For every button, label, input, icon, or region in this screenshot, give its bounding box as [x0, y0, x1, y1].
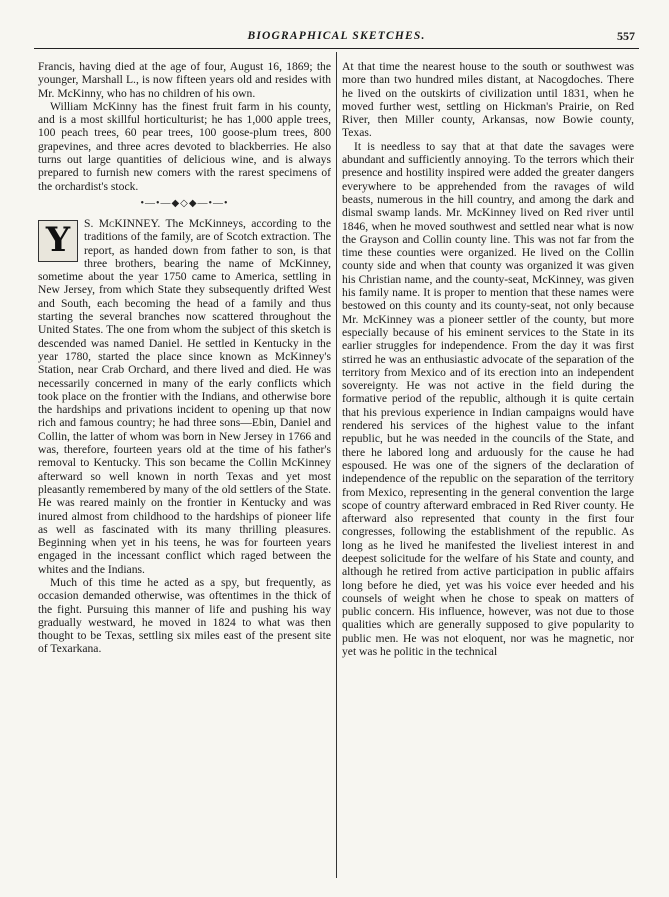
column-divider: [336, 52, 337, 878]
left-column: [38, 60, 331, 880]
left-paragraph-2: William McKinny has the finest fruit farm in his county, and is a most skillful horticulturist; he has 1,000 apple trees, 100 peach trees, 60 pear trees, 100 goose-plum trees, 800 grapevines, and three acres devoted to blackberries. He also turns out large quantities of delicious wine, and is always prepared to furnish new comers with the rarest specimens of the orchardist's stock.: [38, 99, 331, 193]
dropcap: [38, 220, 78, 262]
page-number: 557: [617, 29, 635, 43]
right-paragraph-2: It is needless to say that at that date the savages were abundant and sufficiently annoying. To the terrors which their presence and hostility inspired were added the greater dangers everywhere to be apprehended from the ravages of wild beasts, numerous in the hill country, and among the dark and dismal swamp lands. Mr. McKinney lived on Red river until 1846, when he moved southwest and settled near what is now the Grayson and Collin county line. This was not far from the time these counties were organized. He lived on the Collin county side and when that county was organized it was given his Christian name, and the county-seat, McKinney, was given his family name. It is proper to mention that these names were bestowed on this county and its county-seat, not only because Mr. McKinney was a pioneer settler of the county, but more especially because of his eminent services to the State in its earlier struggles for independence. From the day it was first stirred he was an enthusiastic advocate of the separation of the territory from Mexico and of its erection into an independent sovereignty. He was not active in the field during the formative period of the republic, although it is quite certain that his previous experience in Indian campaigns would have rendered his services of the highest value to the infant republic, but he was needed in the councils of the State, and there he labored long and arduously for the cause he had espoused. He was one of the signers of the declaration of independence of the republic on the separation of the territory from Mexico, representing in the general convention the large scope of country afterward embraced in Red River county. He afterward also represented that county in the first four congresses, following the establishment of the republic. As long as he lived he manifested the liveliest interest in and deepest solicitude for the welfare of his State and county, and although he retired from active participation in public affairs long before he died, yet was his voice ever heeded and his counsels of weight when he chose to speak on matters of public concern. His influence, however, was not due to those qualities which are generally supposed to give popularity to public men. He was not eloquent, nor was he magnetic, nor yet was he politic in the technical: [342, 139, 634, 659]
sketch-title: S. McKINNEY.: [84, 216, 161, 230]
left-paragraph-1: Francis, having died at the age of four, August 16, 1869; the younger, Marshall L., is now fifteen years old and resides with Mr. McKinny, who has no children of his own.: [38, 60, 331, 100]
ornamental-divider: •—•—◆◇◆—•—•: [140, 197, 229, 209]
right-paragraph-1: At that time the nearest house to the south or southwest was more than two hundred miles distant, at Nacogdoches. There he lived on the outskirts of civilization until 1831, when he moved further west, settling on Hickman's Prairie, on Red River, then Miller county, Arkansas, now Bowie county, Texas.: [342, 60, 634, 140]
running-head: BIOGRAPHICAL SKETCHES.: [247, 30, 426, 42]
left-paragraph-3: [38, 217, 331, 576]
left-paragraph-3-text: The McKinneys, according to the traditions of the family, are of Scotch extraction. The report, as handed down from father to son, is that three brothers, bearing the name of McKinney, sometime about the year 1750 came to America, settling in New Jersey, from which State they subsequently drifted West and South, each becoming the head of a family and thus starting the several branches now scattered throughout the United States. The one from whom the subject of this sketch is descended was named Daniel. He settled in Kentucky in the year 1780, started the place since known as McKinney's Station, near Crab Orchard, and there lived and died. He was necessarily concerned in many of the early conflicts which took place on the frontier with the Indians, and otherwise bore the hardships and privations incident to opening up that now rich and famous country; he had three sons—Ebin, Daniel and Collin, the latter of whom was born in New Jersey in 1766 and was, therefore, fourteen years old at the time of his father's removal to Kentucky. This son became the Collin McKinney afterward so well known in north Texas and yet most pleasantly remembered by many of the old settlers of the State. He was reared mainly on the frontier in Kentucky and was inured almost from childhood to the hardships of pioneer life as well as fascinated with its many thrilling pleasures. Beginning when yet in his teens, he was for fourteen years engaged in the incessant conflict which raged between the whites and the Indians.: [38, 216, 331, 576]
right-column: [342, 60, 634, 880]
page-header: [34, 28, 639, 49]
left-paragraph-4: Much of this time he acted as a spy, but frequently, as occasion demanded otherwise, was oftentimes in the thick of the fight. Pursuing this manner of life and pushing his way gradually westward, he moved in 1824 to what was then thought to be Texas, settling six miles east of the present site of Texarkana.: [38, 575, 331, 656]
dropcap-letter: Y: [45, 220, 71, 261]
